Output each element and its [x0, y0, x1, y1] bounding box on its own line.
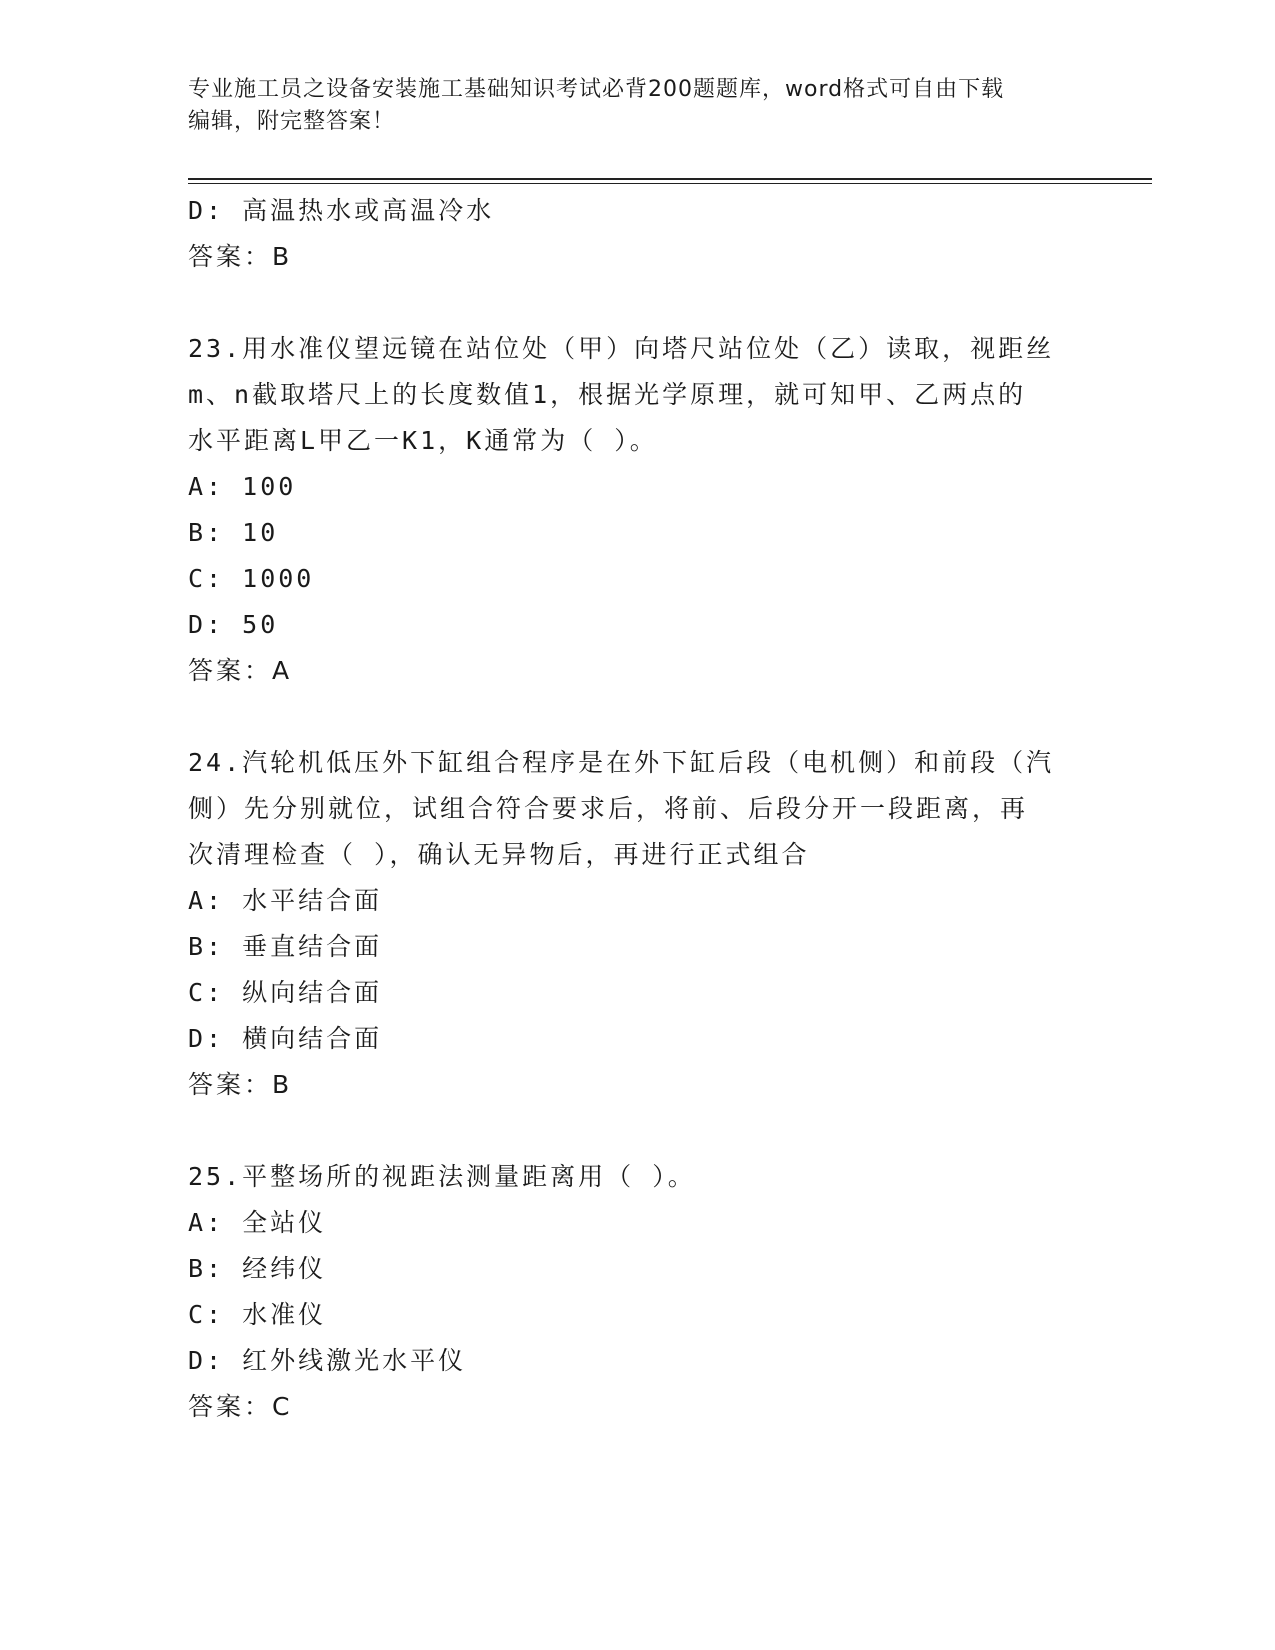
question-24: [188, 740, 1088, 1108]
header-line-2: 编辑，附完整答案！: [188, 109, 396, 134]
option-a: A: 水平结合面: [188, 886, 383, 915]
spacer: [188, 694, 1088, 740]
option-c: C: 1000: [188, 564, 315, 593]
option-c: C: 纵向结合面: [188, 978, 383, 1007]
question-text-line: m、n截取塔尺上的长度数值1，根据光学原理，就可知甲、乙两点的: [188, 380, 1027, 409]
question-text-line: 25.平整场所的视距法测量距离用（ ）。: [188, 1162, 696, 1191]
question-23: [188, 326, 1088, 694]
header-rule-thick: [188, 178, 1152, 180]
option-b: B: 10: [188, 518, 279, 547]
question-text-line: 次清理检查（ ），确认无异物后，再进行正式组合: [188, 840, 810, 869]
question-text-line: 侧）先分别就位，试组合符合要求后，将前、后段分开一段距离，再: [188, 794, 1029, 823]
option-b: B: 经纬仪: [188, 1254, 327, 1283]
question-text-line: 24.汽轮机低压外下缸组合程序是在外下缸后段（电机侧）和前段（汽: [188, 748, 1055, 777]
answer: 答案：A: [188, 656, 293, 685]
question-25: [188, 1154, 1088, 1430]
header-line-1: 专业施工员之设备安装施工基础知识考试必背200题题库，word格式可自由下载: [188, 77, 1005, 102]
option-a: A: 100: [188, 472, 297, 501]
question-text-line: 23.用水准仪望远镜在站位处（甲）向塔尺站位处（乙）读取，视距丝: [188, 334, 1055, 363]
option-b: B: 垂直结合面: [188, 932, 383, 961]
answer: 答案：C: [188, 1392, 293, 1421]
answer: 答案：B: [188, 1070, 293, 1099]
question-text-line: 水平距离L甲乙一K1，K通常为（ ）。: [188, 426, 658, 455]
prev-option-d: D: 高温热水或高温冷水: [188, 196, 495, 225]
option-a: A: 全站仪: [188, 1208, 327, 1237]
page-header: [188, 74, 1068, 138]
option-c: C: 水准仪: [188, 1300, 327, 1329]
question-content: [188, 188, 1088, 1430]
prev-answer: 答案：B: [188, 242, 293, 271]
spacer: [188, 1108, 1088, 1154]
option-d: D: 红外线激光水平仪: [188, 1346, 467, 1375]
option-d: D: 50: [188, 610, 279, 639]
header-rule-thin: [188, 183, 1152, 184]
spacer: [188, 280, 1088, 326]
option-d: D: 横向结合面: [188, 1024, 383, 1053]
